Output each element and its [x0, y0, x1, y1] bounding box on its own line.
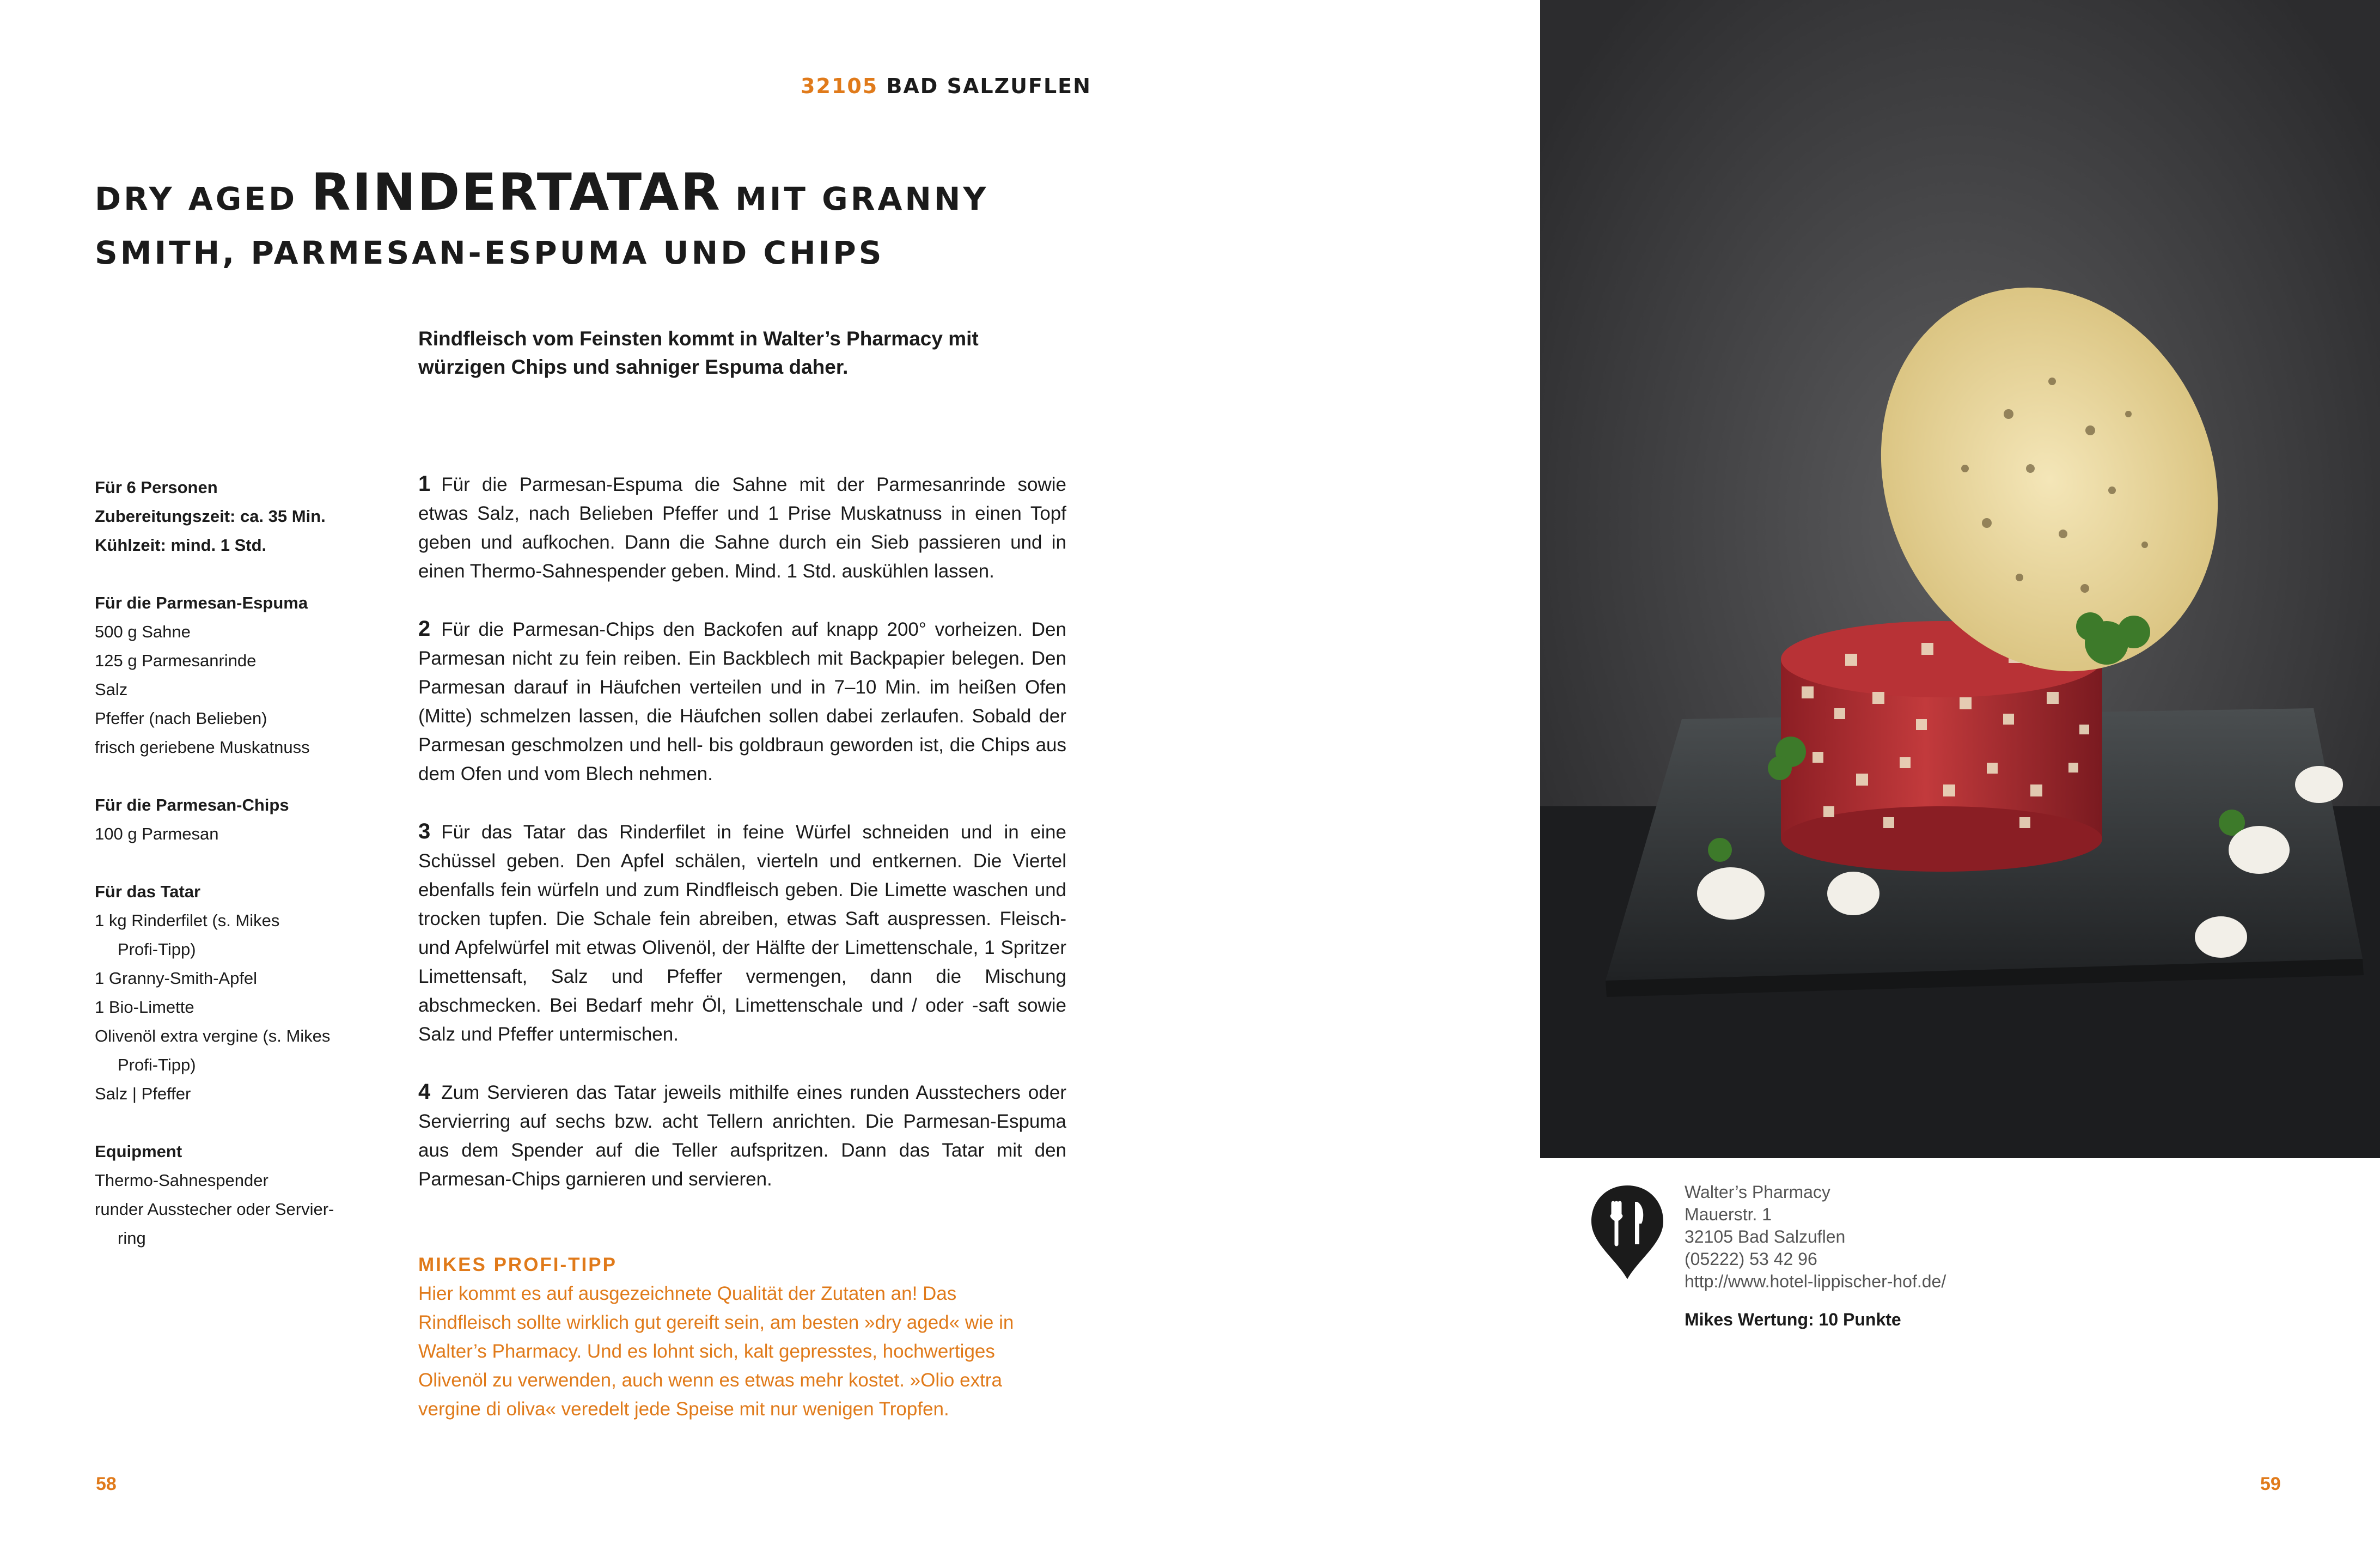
ingredient-item: 1 Bio-Limette: [95, 998, 194, 1017]
ingredients-column: [95, 473, 367, 1252]
restaurant-name: Walter’s Pharmacy: [1685, 1182, 1830, 1202]
espuma-heading: Für die Parmesan-Espuma: [95, 593, 308, 612]
ingredient-item: 500 g Sahne: [95, 622, 191, 641]
ingredient-item: Salz | Pfeffer: [95, 1084, 191, 1103]
title-part-3: MIT GRANNY: [721, 180, 989, 217]
step: [418, 1078, 1066, 1194]
restaurant-phone: (05222) 53 42 96: [1685, 1249, 1817, 1269]
ingredient-item: Olivenöl extra vergine (s. Mikes: [95, 1026, 331, 1045]
dish-photo: [1540, 0, 2380, 1158]
title-part-1: DRY AGED: [95, 180, 312, 217]
recipe-title: [95, 163, 1021, 276]
intro-line-2: würzigen Chips und sahniger Espuma daher.: [418, 356, 849, 378]
rating: Mikes Wertung: 10 Punkte: [1685, 1310, 1901, 1329]
page-number-right: 59: [2260, 1474, 2281, 1494]
tip-heading: MIKES PROFI-TIPP: [418, 1254, 617, 1275]
restaurant-street: Mauerstr. 1: [1685, 1205, 1772, 1224]
ingredient-item: Salz: [95, 680, 128, 699]
servings: Für 6 Personen: [95, 478, 218, 497]
step: [418, 470, 1066, 586]
step-text: Zum Servieren das Tatar jeweils mithilfe eines runden Ausstechers oder Servierring auf sechs bzw. acht Tellern anrichten. Die Parmesan-Espuma aus dem Spender auf die Teller aufspritzen. Dann das Tatar mit den Parmesan-Chips garnieren und servieren.: [418, 1082, 1066, 1190]
chips-heading: Für die Parmesan-Chips: [95, 795, 289, 814]
step-number: 4: [418, 1080, 431, 1104]
title-line-2: SMITH, PARMESAN-ESPUMA UND CHIPS: [95, 234, 884, 271]
ingredient-item: 125 g Parmesanrinde: [95, 651, 257, 670]
prep-time: Zubereitungszeit: ca. 35 Min.: [95, 507, 326, 526]
equipment-item: runder Ausstecher oder Servier-: [95, 1200, 334, 1219]
restaurant-address: [1685, 1181, 2175, 1293]
step-number: 2: [418, 617, 431, 641]
method-steps: [418, 470, 1066, 1223]
step: [418, 817, 1066, 1049]
location-city: BAD SALZUFLEN: [886, 74, 1091, 98]
ingredient-item-continued: Profi-Tipp): [118, 1055, 196, 1074]
step: [418, 615, 1066, 788]
step-number: 3: [418, 819, 431, 843]
equipment-item-continued: ring: [118, 1228, 146, 1248]
ingredient-item: 1 Granny-Smith-Apfel: [95, 969, 258, 988]
location-header: [801, 74, 1091, 98]
restaurant-pin-icon: [1589, 1183, 1665, 1281]
restaurant-city: 32105 Bad Salzuflen: [1685, 1227, 1846, 1246]
step-text: Für das Tatar das Rinderfilet in feine Würfel schneiden und in eine Schüssel geben. Den Apfel schälen, vierteln und entkernen. Die Viertel ebenfalls fein würfeln und zum Rindfleisch geben. Die Limette waschen und trocken tupfen. Die Schale fein abreiben, etwas Saft auspressen. Fleisch- und Apfelwürfel mit etwas Olivenöl, der Hälfte der Limettenschale, 1 Spritzer Limettensaft, Salz und Pfeffer vermengen, dann die Mischung abschmecken. Bei Bedarf mehr Öl, Limettenschale und / oder -saft sowie Salz und Pfeffer untermischen.: [418, 822, 1066, 1045]
equipment-item: Thermo-Sahnespender: [95, 1171, 268, 1190]
ingredient-item: 100 g Parmesan: [95, 824, 219, 843]
step-number: 1: [418, 472, 431, 496]
tatar-heading: Für das Tatar: [95, 882, 201, 901]
ingredient-item: frisch geriebene Muskatnuss: [95, 738, 310, 757]
page-number-left: 58: [96, 1474, 117, 1494]
location-zip: 32105: [801, 74, 878, 98]
step-text: Für die Parmesan-Espuma die Sahne mit der Parmesanrinde sowie etwas Salz, nach Belieben Pfeffer und 1 Prise Muskatnuss in einen Topf geben und aufkochen. Dann die Sahne durch ein Sieb passieren und in einen Thermo-Sahnespender geben. Mind. 1 Std. auskühlen lassen.: [418, 474, 1066, 582]
intro-line-1: Rindfleisch vom Feinsten kommt in Walter’s Pharmacy mit: [418, 327, 979, 350]
profi-tip: [418, 1250, 1050, 1424]
step-text: Für die Parmesan-Chips den Backofen auf knapp 200° vorheizen. Den Parmesan nicht zu fein reiben. Ein Backblech mit Backpapier belegen. Den Parmesan darauf in Häufchen verteilen und in 7–10 Min. im heißen Ofen (Mitte) schmelzen lassen, die Häufchen sollen dabei zerlaufen. Sobald der Parmesan geschmolzen und hell- bis goldbraun geworden ist, die Chips aus dem Ofen und vom Blech nehmen.: [418, 619, 1066, 784]
ingredient-item-continued: Profi-Tipp): [118, 940, 196, 959]
cool-time: Kühlzeit: mind. 1 Std.: [95, 536, 267, 555]
restaurant-url: http://www.hotel-lippischer-hof.de/: [1685, 1272, 1946, 1291]
tip-text: Hier kommt es auf ausgezeichnete Qualität der Zutaten an! Das Rindfleisch sollte wirklich gut gereift sein, am besten »dry aged« wie in Walter’s Pharmacy. Und es lohnt sich, kalt gepresstes, hochwertiges Olivenöl zu verwenden, auch wenn es etwas mehr kostet. »Olio extra vergine di oliva« veredelt jede Speise mit nur wenigen Tropfen.: [418, 1283, 1014, 1420]
ingredient-item: 1 kg Rinderfilet (s. Mikes: [95, 911, 280, 930]
recipe-intro: [418, 325, 1028, 381]
title-part-2: RINDERTATAR: [311, 163, 722, 222]
equipment-heading: Equipment: [95, 1142, 182, 1161]
dish-illustration: [1540, 0, 2380, 1158]
ingredient-item: Pfeffer (nach Belieben): [95, 709, 267, 728]
